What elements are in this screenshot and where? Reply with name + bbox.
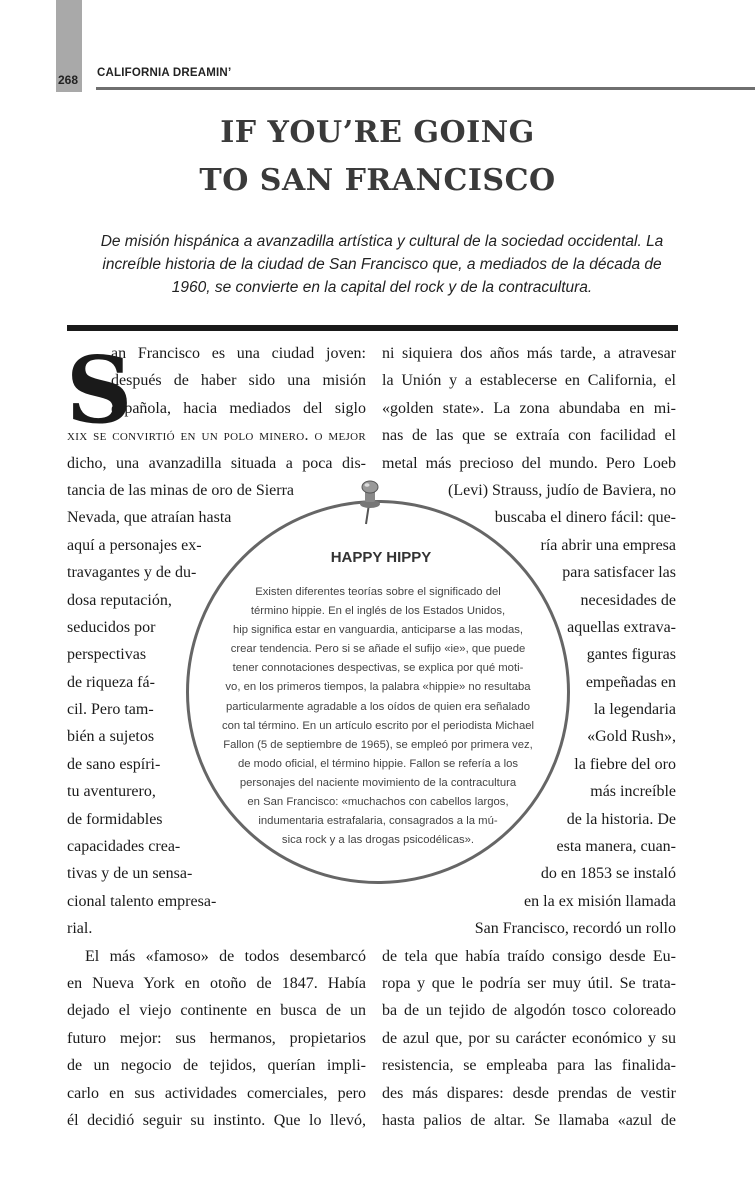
text-line: en la ex misión llamada	[524, 892, 676, 910]
text-line: la Unión y a establecerse en California, el	[382, 372, 676, 390]
text-line: dosa reputación,	[67, 591, 172, 609]
text-line: perspectivas	[67, 646, 147, 664]
sidebar-line: crear tendencia. Pero si se añade el sufijo «ie», que puede	[230, 643, 526, 656]
text-line: resistencia, se empleaba para las finalida-	[382, 1057, 676, 1075]
subtitle-line: 1960, se convierte en la capital del rock y de la contracultura.	[171, 279, 593, 296]
sidebar-line: en San Francisco: «muchachos con cabellos largos,	[247, 796, 509, 809]
text-line: en Nueva York en otoño de 1847. Había	[67, 974, 366, 992]
text-line: necesidades de	[580, 591, 676, 609]
text-line: ni siquiera dos años más tarde, a atravesar	[382, 345, 676, 362]
text-line: buscaba el dinero fácil: que-	[494, 509, 676, 527]
text-line: de tela que había traído consigo desde Eu-	[382, 947, 676, 965]
text-line: esta manera, cuan-	[556, 838, 676, 856]
text-line: la legendaria	[593, 701, 676, 719]
running-head: CALIFORNIA DREAMIN’	[97, 67, 232, 79]
text-line	[67, 422, 366, 449]
sidebar-line: vo, en los primeros tiempos, la palabra «hippie» no resultaba	[225, 681, 531, 694]
text-line: ría abrir una empresa	[540, 536, 676, 554]
header-rule	[96, 87, 755, 90]
text-line: gantes figuras	[586, 646, 676, 664]
text-line: de un negocio de tejidos, querían impli-	[67, 1057, 366, 1075]
subtitle-line: De misión hispánica a avanzadilla artística y cultural de la sociedad occidental. La	[100, 233, 664, 250]
text-line: nas de las que se extraía con facilidad el	[382, 427, 676, 445]
drop-cap: S	[66, 336, 133, 444]
text-line: do en 1853 se instaló	[540, 865, 676, 883]
sidebar-line: hip significa estar en vanguardia, anticiparse a las modas,	[232, 624, 524, 637]
text-line: ropa y que le podría ser muy útil. Se trata-	[382, 974, 676, 992]
text-line: para satisfacer las	[562, 564, 676, 582]
sidebar-line: particularmente agradable a los oídos de quien era señalado	[226, 700, 530, 713]
text-line: «Gold Rush»,	[587, 728, 676, 746]
text-line: aquellas extrava-	[567, 618, 676, 636]
text-line: Nevada, que atraían hasta	[67, 509, 232, 527]
text-line: futuro mejor: sus hermanos, propietarios	[67, 1029, 366, 1047]
sidebar-line: indumentaria estrafalaria, consagrados a la mú-	[258, 815, 498, 828]
sidebar-line: de modo oficial, el término hippie. Fallon se refería a los	[237, 757, 519, 770]
text-line: la fiebre del oro	[574, 755, 676, 773]
text-line: rial.	[67, 920, 93, 938]
text-line: de sano espíri-	[67, 755, 161, 773]
subtitle-line: increíble historia de la ciudad de San Francisco que, a mediados de la década de	[102, 256, 662, 273]
text-line: hasta palios de altar. Se llamaba «azul de	[382, 1111, 676, 1129]
sidebar-line: tener connotaciones despectivas, se explica por qué moti-	[232, 662, 524, 675]
text-line: tivas y de un sensa-	[67, 865, 193, 883]
text-line: cional talento empresa-	[67, 892, 217, 910]
push-pin-icon	[356, 480, 384, 526]
text-line: El más «famoso» de todos desembarcó	[85, 947, 366, 965]
page-number: 268	[58, 73, 79, 87]
text-line: española, hacia mediados del siglo	[111, 399, 366, 417]
text-line: de la historia. De	[566, 810, 676, 828]
text-line: dejado el viejo continente en busca de un	[67, 1002, 366, 1020]
text-line: capacidades crea-	[67, 838, 181, 856]
text-line: de formidables	[67, 810, 163, 828]
text-line: de riqueza fá-	[67, 673, 155, 691]
text-line: (Levi) Strauss, judío de Baviera, no	[448, 481, 676, 499]
text-line: aquí a personajes ex-	[67, 536, 202, 554]
text-line: carlo en sus actividades comerciales, pero	[67, 1084, 366, 1102]
text-line: tu aventurero,	[67, 783, 156, 801]
article-title-line-2: TO SAN FRANCISCO	[199, 163, 556, 198]
sidebar-line: Existen diferentes teorías sobre el significado del	[255, 586, 501, 598]
section-rule	[67, 325, 678, 331]
text-line: San Francisco, recordó un rollo	[474, 920, 676, 938]
text-line: metal más precioso del mundo. Pero Loeb	[382, 454, 676, 472]
text-line: empeñadas en	[585, 673, 676, 691]
article-title-line-1: IF YOU’RE GOING	[220, 115, 535, 150]
text-line: seducidos por	[67, 618, 156, 636]
text-line: des más dispares: desde prendas de vestir	[382, 1084, 676, 1102]
text-line: más increíble	[590, 783, 676, 801]
text-line: travagantes y de du-	[67, 564, 197, 582]
text-line: an Francisco es una ciudad joven:	[111, 345, 366, 362]
happy-hippy-sidebar	[186, 500, 570, 884]
sidebar-line: personajes del naciente movimiento de la contracultura	[239, 776, 517, 789]
text-line: dicho, una avanzadilla situada a poca dis-	[67, 454, 366, 472]
sidebar-line: término hippie. En el inglés de los Estados Unidos,	[250, 605, 506, 618]
text-line: «golden state». La zona abundaba en mi-	[382, 399, 676, 417]
sidebar-line: Fallon (5 de septiembre de 1965), se empleó por primera vez,	[223, 738, 533, 751]
text-line: tancia de las minas de oro de Sierra	[67, 481, 295, 499]
text-line: de azul que, por su carácter económico y su	[382, 1029, 676, 1047]
sidebar-line: con tal término. En un artículo escrito por el periodista Michael	[221, 719, 535, 732]
article-subtitle	[78, 230, 686, 299]
text-line: cil. Pero tam-	[67, 701, 154, 719]
sidebar-line: sica rock y a las drogas psicodélicas».	[281, 834, 475, 847]
roman-numeral: xix se convirtió en un polo minero. o mejor	[67, 427, 366, 445]
sidebar-title: HAPPY HIPPY	[330, 549, 432, 566]
text-line: después de haber sido una misión	[111, 372, 366, 390]
text-line: él decidió seguir su instinto. Que lo llevó,	[67, 1111, 366, 1129]
text-line: ba de un tejido de algodón tosco coloreado	[382, 1002, 676, 1020]
sidebar-text	[189, 583, 567, 850]
text-line: bién a sujetos	[67, 728, 155, 746]
